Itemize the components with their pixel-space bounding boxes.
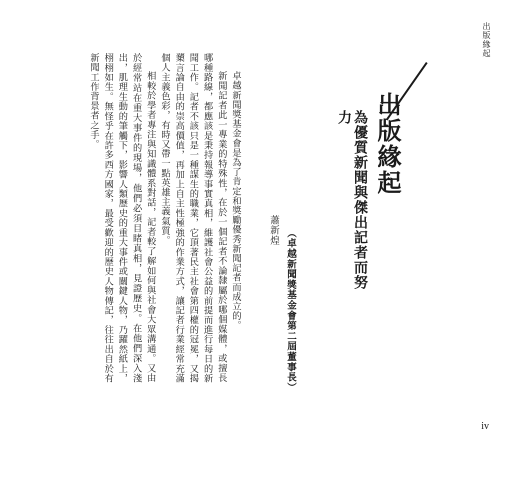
page-number: iv — [481, 421, 489, 432]
paragraph: 卓越新聞獎基金會是為了肯定和獎勵優秀新聞記者而成立的。 — [230, 71, 241, 331]
paragraph: 新聞記者此一專業的特殊性，在於一個記者不論隸屬於哪個媒體，或擅長哪種路線，都應該是秉持報導事實真相，維護社會公益的前提而進行每日的新聞工作。記者不該只是一種謀生的職業，它頂著民主社會第四權的冠冕，又揭櫫言論自由的崇高價值，再加上自主性極強的作業方式，讓記者行業經常充滿個人主義色彩，有時又帶一點英雄主義氣質。 — [158, 53, 227, 383]
page-title: 出版緣起 — [373, 92, 402, 196]
title-block — [290, 52, 400, 300]
signature-title: （卓越新聞獎基金會第二屆董事長） — [285, 228, 296, 393]
body-text — [22, 53, 242, 383]
page-subtitle: 為優質新聞與傑出記者而努力 — [336, 110, 368, 290]
paragraph: 相較於學者專注與知識體系對話，記者較了解如何與社會大眾溝通。又由於經常站在重大事件的現場，他們必須目睹真相，見證歷史。在他們深入淺出，肌理生動的筆觸下，影響人類歷史的重大事件或關鍵人物，乃躍然紙上，栩栩如生。無怪乎在許多西方國家，最受歡迎的歷史人物傳記，往往出自於有新聞工作背景者之手。 — [87, 53, 156, 383]
signature-name: 蕭新煌 — [268, 215, 279, 246]
running-head: 出版緣起 — [482, 22, 491, 58]
